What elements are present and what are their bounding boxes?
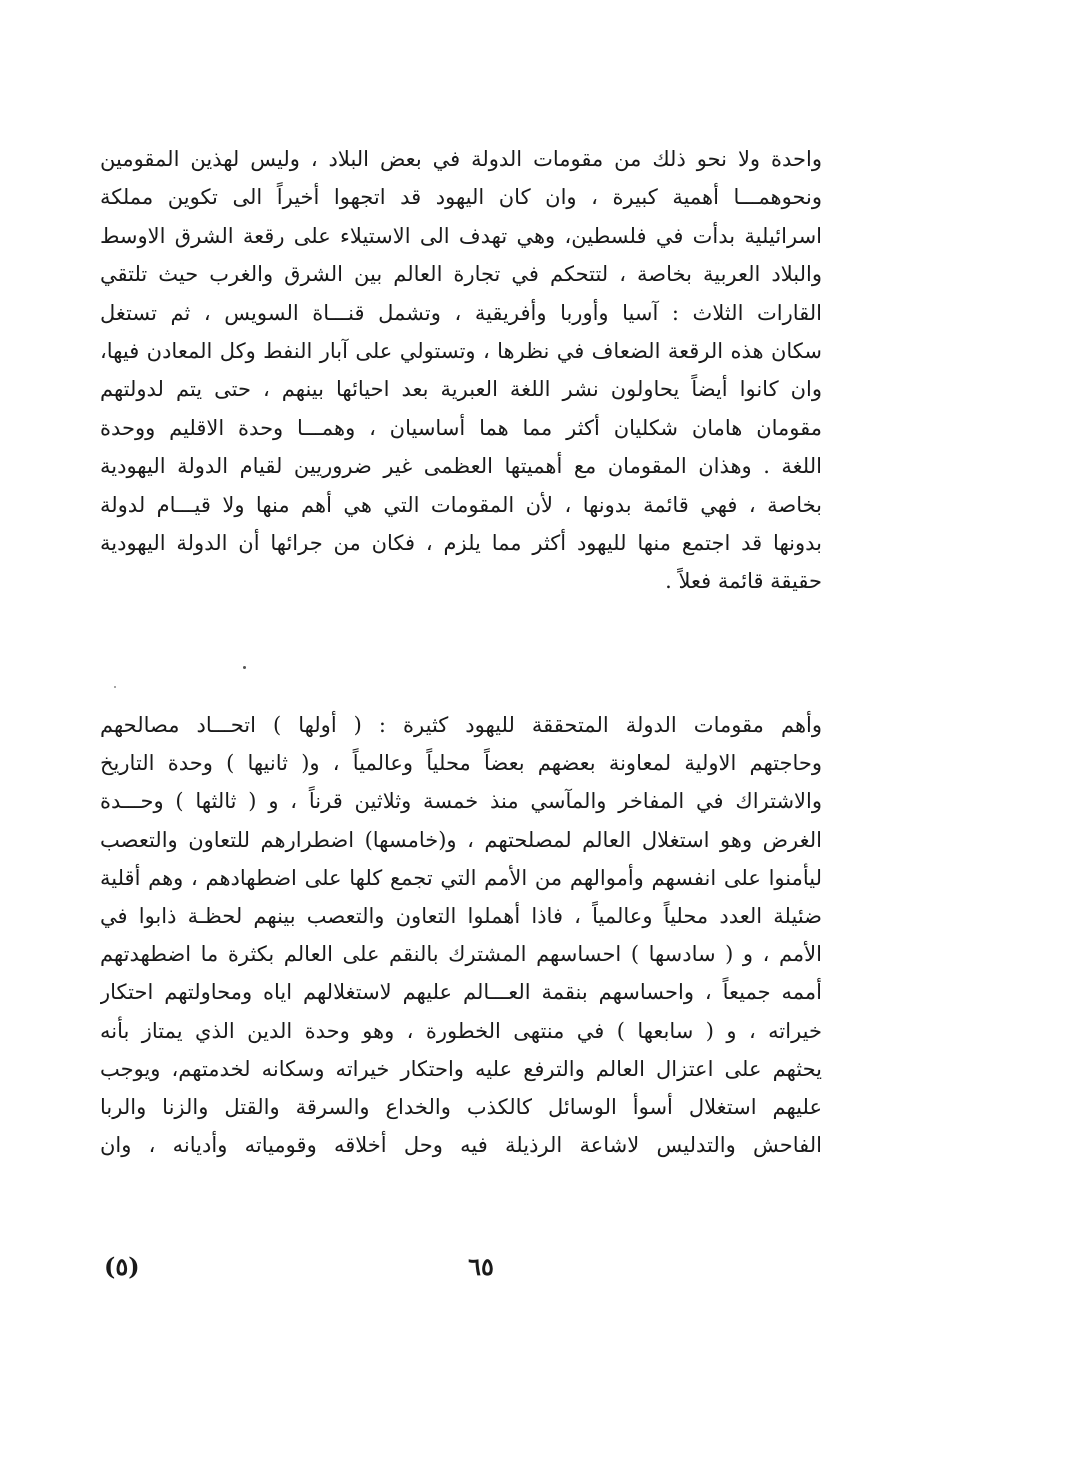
text-line: عليهم استغلال أسوأ الوسائل كالكذب والخداع والسرقة والقتل والزنا والربا	[100, 1094, 822, 1119]
speck-mark	[243, 666, 246, 669]
text-line: ضئيلة العدد محلياً وعالمياً ، فاذا أهملوا التعاون والتعصب بينهم لحظـة ذابوا في	[100, 903, 822, 928]
text-line: الفاحش والتدليس لاشاعة الرذيلة فيه وحل أخلاقه وقومياته وأديانه ، وان	[100, 1133, 822, 1158]
text-line: الغرض وهو استغلال العالم لمصلحتهم ، و(خامسها) اضطرارهم للتعاون والتعصب	[100, 827, 822, 852]
text-line: القارات الثلاث : آسيا وأوربا وأفريقية ، وتشمل قنـــاة السويس ، ثم تستغل	[100, 300, 822, 325]
text-line: وحاجتهم الاولية لمعاونة بعضهم بعضاً محلياً وعالمياً ، و( ثانيها ) وحدة التاريخ	[100, 751, 822, 776]
text-line: اسرائيلية بدأت في فلسطين، وهي تهدف الى الاستيلاء على رقعة الشرق الاوسط	[100, 223, 822, 248]
text-line: خيراته ، و ( سابعها ) في منتهى الخطورة ، وهو وحدة الدين الذي يمتاز بأنه	[100, 1018, 822, 1043]
text-line: يحثهم على اعتزال العالم والترفع عليه واحتكار خيراته وسكانه لخدمتهم، ويوجب	[100, 1056, 822, 1081]
text-line: وان كانوا أيضاً يحاولون نشر اللغة العبرية بعد احيائها بينهم ، حتى يتم لدولتهم	[100, 377, 822, 402]
text-line: والبلاد العربية بخاصة ، لتتحكم في تجارة العالم بين الشرق والغرب حيث تلتقي	[100, 262, 822, 287]
text-line: اللغة . وهذان المقومان مع أهميتها العظمى غير ضروريين لقيام الدولة اليهودية	[100, 454, 822, 479]
text-line: بدونها قد اجتمع منها لليهود أكثر مما يلزم ، فكان من جرائها أن الدولة اليهودية	[100, 530, 822, 555]
text-line: مقومان هامان شكليان أكثر مما هما أساسيان ، وهمـــا وحدة الاقليم ووحدة	[100, 415, 822, 440]
paragraph-1	[100, 140, 822, 601]
signature-mark: (٥)	[104, 1252, 140, 1281]
text-line: ليأمنوا على انفسهم وأموالهم من الأمم التي تجمع كلها على اضطهادهم ، وهم أقلية	[100, 865, 822, 890]
text-line: ونحوهمـــا أهمية كبيرة ، وان كان اليهود قد اتجهوا أخيراً الى تكوين مملكة	[100, 185, 822, 210]
text-line: والاشتراك في المفاخر والمآسي منذ خمسة وثلاثين قرناً ، و ( ثالثها ) وحـــدة	[100, 789, 822, 814]
speck-mark	[114, 686, 116, 688]
text-line: بخاصة ، فهي قائمة بدونها ، لأن المقومات التي هي أهم منها ولا قيـــام لدولة	[100, 492, 822, 517]
text-line: واحدة ولا نحو ذلك من مقومات الدولة في بعض البلاد ، وليس لهذين المقومين	[100, 147, 822, 171]
text-line: وأهم مقومات الدولة المتحققة لليهود كثيرة : ( أولها ) اتحـــاد مصالحهم	[100, 713, 822, 737]
text-line: الأمم ، و ( سادسها ) احساسهم المشترك بالنقم على العالم بكثرة ما اضطهدتهم	[100, 942, 822, 967]
text-line: سكان هذه الرقعة الضعاف في نظرها ، وتستولي على آبار النفط وكل المعادن فيها،	[100, 338, 822, 363]
text-line: حقيقة قائمة فعلاً .	[665, 569, 822, 594]
paragraph-2	[100, 706, 822, 1164]
text-line: أممه جميعاً ، واحساسهم بنقمة العـــالم عليهم لاستغلالهم اياه ومحاولتهم احتكار	[100, 980, 822, 1005]
page-number: ٦٥	[468, 1252, 494, 1281]
